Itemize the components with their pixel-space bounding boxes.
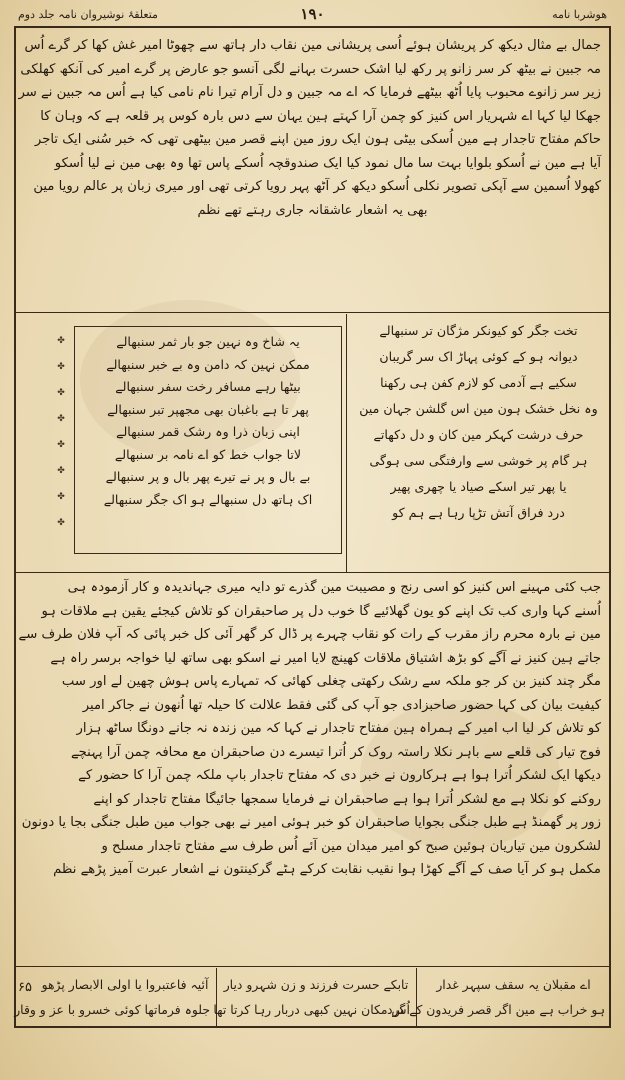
prose-line: زیر سر زانوے محبوب پایا اُٹھ بیٹھے فرمایا کہ اے مہ جبین و دل آرام تیرا نام نامی کیا ہے اُس مہ جبین نے سر — [18, 85, 601, 100]
verse: تخت جگر کو کیونکر مژگان تر سنبھالے — [379, 323, 578, 338]
divider — [16, 572, 609, 573]
prose-line: مگر چند کنیز بن کر جو ملکہ سے رشک رکھتی چغلی کھائی کہ تمہارے پاس ہوش چھین لے اور سب — [61, 674, 601, 689]
prose-line: لشکرون مین تیاریان ہوئین صبح کو امیر میدان مین آئے اُس طرف سے مفتاح تاجدار مسلح و — [101, 838, 601, 854]
prose-line: دیکھا ایک لشکر اُترا ہوا ہے ہرکارون نے خبر دی کہ مفتاح تاجدار باپ ملکہ چمن آرا کا حضور کے — [78, 768, 601, 783]
poem-inner-box — [74, 326, 342, 554]
prose-line: مین نے بارہ محرم راز مقرب کے رات کو نقاب چہرے پر ڈال کر گھر آئی کل خبر پائی کہ آپ فلان طرف سے — [18, 627, 601, 642]
prose-line: مکمل ہو کر آیا صف کے آگے کھڑا ہوا نقیب نقابت کرکے ہٹے گرکینتون نے اشعار عبرت آمیز پڑھے نظم — [53, 862, 601, 877]
text-frame — [14, 26, 611, 1028]
poem-block — [16, 314, 609, 572]
prose-line: جب کئی مہینے اس کنیز کو اسی رنج و مصیبت مین گذرے تو دایہ میری جہاندیدہ و کار آزمودہ ہی — [67, 580, 601, 595]
poem-column-left — [79, 331, 337, 549]
prose-line: فوج تیار کی قلعے سے باہر نکلا راستہ روک کر اُترا تیسرے دن صاحبقران مع محافہ چمن آرا پہنچے — [70, 744, 601, 760]
verse: سکیے ہے آدمی کو لازم کفن ہی رکھنا — [380, 375, 577, 390]
prose-top — [18, 34, 601, 306]
verse: اے مقبلان یہ سقف سپہر غدار — [436, 977, 591, 992]
prose-line: مہ جبین نے بیٹھ کر سر زانو پر رکھ لیا اشک حسرت بہانے لگی آنسو جو عارض پر گرے امیر کی آنکھ کھلکی — [20, 61, 601, 77]
running-title-left: هوشربا نامه — [552, 8, 607, 21]
page-header — [18, 4, 607, 26]
verse: اپنی زبان ذرا وہ رشک قمر سنبھالے — [116, 424, 300, 439]
verse: اُس مکان نہین کبھی دربار رہا کرتا تھا — [213, 1002, 410, 1017]
column-divider — [346, 314, 347, 572]
prose-line: کیفیت بیان کی کہا حضور صاحبزادی جو آپ کی گئی فقط علالت کا حیلہ تھا اُنھون نے جاکر امیر — [82, 697, 601, 713]
verse: ممکن نہین کہ دامن وہ بے خبر سنبھالے — [106, 356, 310, 372]
prose-line: کھولا اُسمین سے آپکی تصویر نکلی اُسکو دیکھ کر آٹھ پہر رویا کرتی تھی اور میری زبان پر عالم رویا مین — [33, 179, 601, 194]
verse: ہو خراب ہے مین اگر قصر فریدون کے گرد — [387, 1002, 605, 1017]
verse: جلوہ فرماتھا کوئی خسرو با عز و وقار — [14, 1002, 210, 1017]
verse: بے بال و پر نے تیرے پھر بال و پر سنبھالے — [105, 469, 311, 484]
verse: آئیہ فاعتبروا یا اولی الابصار پڑھو — [41, 977, 209, 992]
verse: لاتا جواب خط کو اے نامہ بر سنبھالے — [114, 446, 302, 462]
bottom-verse-table — [16, 968, 609, 1028]
running-title-right: متعلقۂ نوشیروان نامہ جلد دوم — [18, 8, 158, 21]
verse: یا پھر تیر اسکے صیاد یا چھری پھیر — [390, 479, 567, 494]
prose-bottom — [18, 576, 601, 964]
verse: بیٹھا رہے مسافر رخت سفر سنبھالے — [115, 379, 301, 394]
verse: یہ شاخ وہ نہین جو بار ثمر سنبھالے — [116, 334, 300, 349]
divider — [16, 966, 609, 967]
verse: وہ نخل خشک ہون مین اس گلشن جہان مین — [359, 401, 598, 416]
ornament-column: ✤ ✤ ✤ ✤ ✤ ✤ ✤ ✤ — [57, 336, 65, 528]
prose-line: حاکم مفتاح تاجدار ہے مین اُسکی بیٹی ہون ایک روز مین اپنے قصر مین بیٹھی تھی کہ خبر سُنی ایک تاجر — [34, 132, 601, 147]
prose-line: آیا ہے مین نے اُسکو بلوایا بہت سا مال نمود کیا ایک صندوقچہ اُسکے پاس تھا وہ بھی مین نے لیا اُسکو — [54, 155, 601, 171]
catchword-mark: ۶۵ — [18, 980, 32, 995]
verse-cell-middle — [213, 972, 410, 1026]
divider — [16, 312, 609, 313]
prose-line: جھکا لیا کہا اے شہریار اس کنیز کو چمن آرا کہتے ہین یہان سے دس بارہ کوس پر قلعہ ہے کہ وہان کا — [40, 108, 601, 124]
verse: اک ہاتھ دل سنبھالے ہو اک جگر سنبھالے — [103, 491, 313, 507]
prose-line: جمال بے مثال دیکھ کر پریشان ہوئے اُسی پریشانی مین نقاب دار ہاتھ سے چھوٹا امیر غش کھا کر گرے اُس — [24, 38, 601, 53]
verse-cell-right — [387, 972, 605, 1026]
verse: پھر تا ہے باغبان بھی مجھپر تبر سنبھالے — [107, 401, 309, 417]
prose-line: جاتے ہین کنیز نے آگے کو بڑھ اشتیاق ملاقات کھینچ لایا امیر نے اسکو بھی ساتھ لیا خواجہ برسر راہ ہے — [50, 650, 601, 666]
page-number: ۱۹۰ — [300, 5, 325, 23]
poem-column-right — [354, 318, 603, 568]
prose-line: اُسنے کہا واری کب تک اپنے کو یون گھلائیے گا خوب دل پر صاحبقران کو تلاش کیجئے یقین ہے ملاقات ہو — [41, 603, 601, 619]
section-heading: بھی یہ اشعار عاشقانہ جاری رہتے تھے نظم — [197, 202, 428, 218]
verse: حرف درشت کہکر مین کان و دل دکھاتے — [373, 427, 584, 442]
verse: دیوانہ ہو کے کوئی پہاڑ اک سر گریبان — [379, 349, 578, 364]
verse: ہر گام پر خوشی سے وارفتگی سی ہوگی — [369, 453, 588, 468]
prose-line: زور پر گھمنڈ ہے طبل جنگی بجوایا صاحبقران کو خبر ہوئی امیر نے بھی جواب مین طبل جنگی بجا یا دونون — [21, 815, 601, 830]
verse: درد فراق آتش تڑپا رہا ہے ہم کو — [392, 505, 565, 520]
prose-line: کو تلاش کر لیا اب امیر کے ہمراہ ہین مفتاح تاجدار نے کہا کہ مین زندہ نہ جانے دونگا ساٹھ ہزار — [76, 721, 601, 736]
prose-line: روکنے کو نکلا ہے مع لشکر اُترا ہوا ہے صاحبقران نے فرمایا سمجھا جائیگا مفتاح تاجدار کو اپنے — [93, 791, 601, 807]
verse: تابکے حسرت فرزند و زن شہرو دیار — [223, 977, 409, 992]
